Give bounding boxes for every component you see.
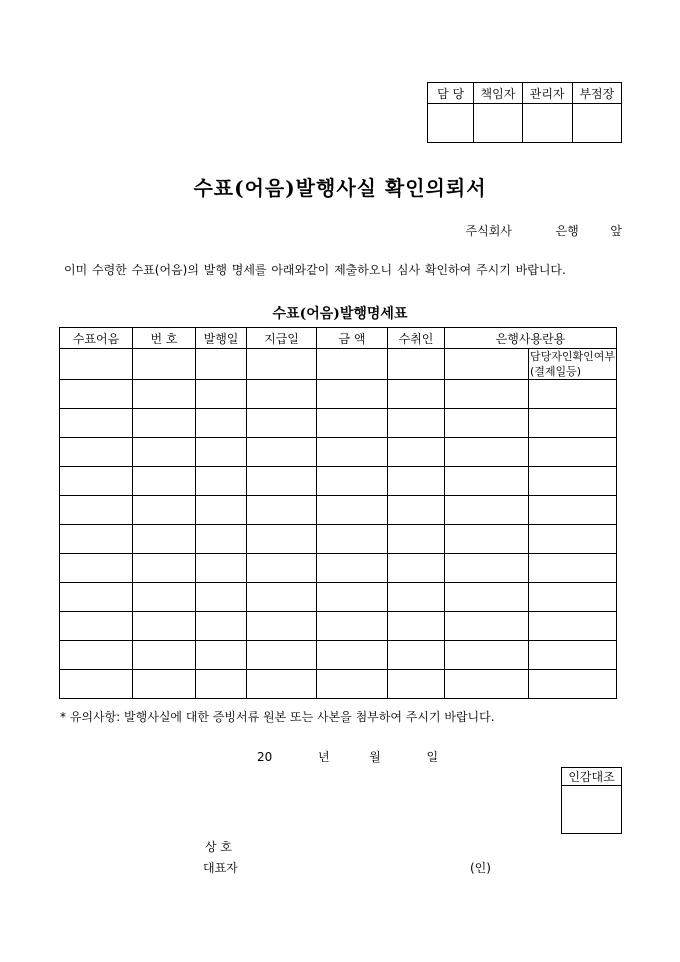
col-header-amount: 금 액 — [317, 328, 388, 349]
date-day-unit: 일 — [426, 750, 439, 764]
table-row — [60, 554, 617, 583]
table-row — [60, 409, 617, 438]
col-header-type: 수표어음 — [60, 328, 133, 349]
seal-check-cell[interactable] — [562, 786, 622, 834]
addressee — [466, 222, 622, 239]
table-row — [60, 467, 617, 496]
table-row — [60, 525, 617, 554]
approval-sign-cell[interactable] — [572, 104, 621, 143]
stamp-label: (인) — [470, 861, 491, 875]
detail-title: 수표(어음)발행명세표 — [272, 306, 408, 322]
company-label: 상 호 — [205, 840, 232, 854]
table-row — [60, 583, 617, 612]
detail-table — [59, 327, 617, 699]
representative-label: 대표자 — [203, 861, 238, 875]
table-row — [60, 438, 617, 467]
col-header-payee: 수취인 — [388, 328, 445, 349]
date-year: 20 — [257, 750, 273, 764]
approval-header-manager: 관리자 — [522, 83, 572, 104]
table-row — [60, 612, 617, 641]
table-row — [60, 380, 617, 409]
bank-note: 담당자인확인여부 (결제일등) — [530, 350, 616, 378]
col-header-pay-date: 지급일 — [247, 328, 317, 349]
date-line — [257, 748, 438, 765]
document-title: 수표(어음)발행사실 확인의뢰서 — [193, 176, 487, 200]
seal-check-box — [561, 767, 622, 834]
col-header-bank-use: 은행사용란용 — [445, 328, 617, 349]
table-row — [60, 641, 617, 670]
col-header-number: 번 호 — [133, 328, 196, 349]
approval-header-charge: 담 당 — [428, 83, 474, 104]
approval-sign-cell[interactable] — [474, 104, 522, 143]
date-month-unit: 월 — [369, 750, 381, 764]
addressee-company: 주식회사 — [465, 224, 512, 238]
approval-sign-cell[interactable] — [522, 104, 572, 143]
intro-text: 이미 수령한 수표(어음)의 발행 명세를 아래와같이 제출하오니 심사 확인하여 주시기 바랍니다. — [64, 263, 566, 277]
seal-check-label: 인감대조 — [562, 768, 622, 786]
table-row — [60, 496, 617, 525]
caution-note: * 유의사항: 발행사실에 대한 증빙서류 원본 또는 사본을 첨부하여 주시기 바랍니다. — [60, 710, 495, 724]
table-row — [60, 349, 617, 380]
col-header-issue-date: 발행일 — [196, 328, 247, 349]
approval-header-branch-head: 부점장 — [572, 83, 621, 104]
table-row — [60, 670, 617, 699]
date-year-unit: 년 — [317, 750, 330, 764]
approval-header-responsible: 책임자 — [474, 83, 522, 104]
approval-sign-cell[interactable] — [428, 104, 474, 143]
addressee-bank: 은행 — [555, 224, 579, 238]
addressee-suffix: 앞 — [610, 224, 622, 238]
approval-box — [427, 82, 622, 143]
